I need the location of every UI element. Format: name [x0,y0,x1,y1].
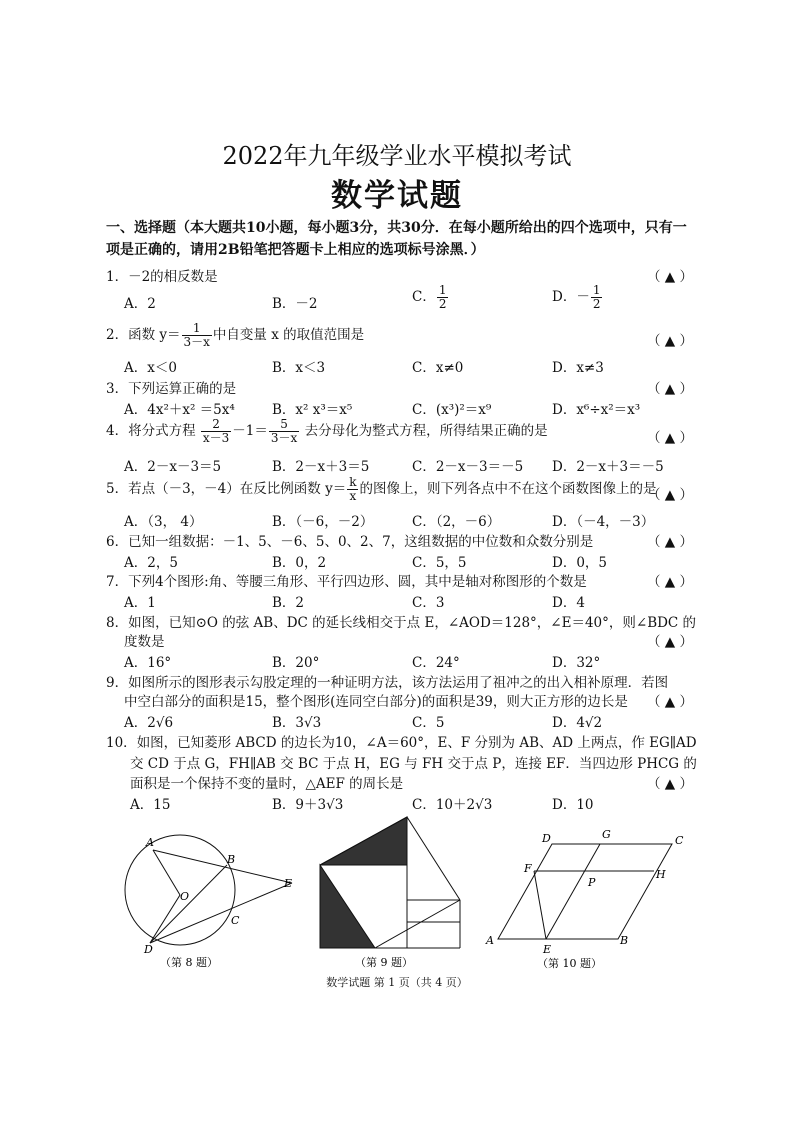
q10-option-d: D．10 [552,797,594,813]
q7-option-d: D．4 [552,595,585,611]
q4-option-b: B．2－x＋3＝5 [272,459,370,475]
segment-ef [534,871,546,939]
figure-8-circle-diagram [120,830,310,970]
segment-ao [153,850,180,895]
label-a: A [146,836,154,849]
q6-option-b: B．0，2 [272,555,327,571]
answer-mark: （ ▲ ） [647,430,693,446]
q1-option-a: A．2 [124,296,156,312]
q6-option-a: A．2，5 [124,555,178,571]
label-h: H [656,868,666,881]
answer-mark: （ ▲ ） [647,269,693,285]
label-p: P [588,876,596,889]
question-9-line1: 9．如图所示的图形表示勾股定理的一种证明方法，该方法运用了祖冲之的出入相补原理．若图 [106,675,669,691]
question-10-line1: 10．如图，已知菱形 ABCD 的边长为10，∠A＝60°，E、F 分别为 AB、AD 上两点，作 EG∥AD [106,735,697,751]
label-g: G [602,828,611,841]
q4-option-c: C．2－x－3＝－5 [412,459,524,475]
question-5: 5．若点（－3，－4）在反比例函数 y＝ $\frac{k}{x}$ 的图像上，则下列各点中不在这个函数图像上的是 [106,475,657,503]
question-6: 6．已知一组数据：－1、5、－6、5、0、2、7，这组数据的中位数和众数分别是 [106,534,594,550]
q7-option-a: A．1 [124,595,156,611]
q2-option-d: D．x≠3 [552,360,604,376]
question-2: 2．函数 y＝ $\frac{1}{3-x}$ 中自变量 x 的取值范围是 [106,321,365,349]
label-e: E [543,943,552,956]
label-c: C [675,834,684,847]
section-instruction-line2: 项是正确的，请用2B铅笔把答题卡上相应的选项标号涂黑．） [106,242,485,258]
label-f: F [524,862,532,875]
q8-option-c: C．24° [412,655,460,671]
question-9-line2: 中空白部分的面积是15，整个图形(连同空白部分)的面积是39，则大正方形的边长是 [124,694,628,710]
q3-option-d: D．x⁶÷x²＝x³ [552,402,641,418]
q5-option-c: C．（2，－6） [412,514,501,530]
label-a: A [486,934,494,947]
answer-mark: （ ▲ ） [647,534,693,550]
answer-mark: （ ▲ ） [647,381,693,397]
label-e: E [284,877,293,890]
q1-option-d: D．－ $\frac{1}{2}$ [552,283,601,311]
figure-10-rhombus-diagram [482,826,702,974]
q8-option-b: B．20° [272,655,320,671]
answer-mark: （ ▲ ） [647,634,693,650]
label-d: D [144,943,153,956]
q2-option-a: A．x＜0 [124,360,177,376]
segment-od [150,895,180,943]
figure-9-pythagorean-diagram [315,812,465,972]
figure-9-caption: （第 9 题） [355,956,413,969]
subject-title: 数学试题 [331,178,463,214]
question-8-line1: 8．如图，已知⊙O 的弦 AB、DC 的延长线相交于点 E，∠AOD＝128°，∠E＝40°，则∠BDC 的 [106,615,697,631]
label-c: C [231,914,240,927]
shaded-left-triangle [320,865,375,948]
line-diagonal [375,900,460,948]
segment-db [150,865,227,943]
q6-option-d: D．0，5 [552,555,608,571]
q9-option-b: B．3√3 [272,715,322,731]
line-de [150,883,292,943]
question-1: 1．－2的相反数是 [106,269,218,285]
q1-option-c: C． $\frac{1}{2}$ [412,283,447,311]
figure-10-caption: （第 10 题） [537,957,602,970]
question-7: 7．下列4个图形:角、等腰三角形、平行四边形、圆，其中是轴对称图形的个数是 [106,574,587,590]
q8-option-d: D．32° [552,655,601,671]
label-b: B [227,853,236,866]
q3-option-c: C．(x³)²＝x⁹ [412,402,492,418]
q1-option-b: B．－2 [272,296,318,312]
question-3: 3．下列运算正确的是 [106,381,237,397]
q5-option-d: D．（－4，－3） [552,514,655,530]
label-o: O [180,890,190,903]
rhombus-abcd [498,844,672,939]
q5-option-b: B．（－6，－2） [272,514,374,530]
q7-option-b: B．2 [272,595,305,611]
q5-option-a: A．（3， 4） [124,514,203,530]
answer-mark: （ ▲ ） [647,487,693,503]
q9-option-d: D．4√2 [552,715,603,731]
q4-option-a: A．2－x－3＝5 [124,459,222,475]
question-4: 4．将分式方程 $\frac{2}{x-3}$ －1＝ $\frac{5}{3-x}$ 去分母化为整式方程，所得结果正确的是 [106,417,548,445]
page-footer: 数学试题 第 1 页（共 4 页） [326,976,468,989]
q9-option-a: A．2√6 [124,715,174,731]
label-d: D [542,832,551,845]
exam-title: 2022年九年级学业水平模拟考试 [222,142,572,170]
answer-mark: （ ▲ ） [647,694,693,710]
q10-option-c: C．10＋2√3 [412,797,493,813]
q10-option-a: A．15 [130,797,171,813]
question-8-line2: 度数是 [124,634,165,650]
q2-option-c: C．x≠0 [412,360,464,376]
q3-option-b: B．x² x³＝x⁵ [272,402,353,418]
q2-option-b: B．x＜3 [272,360,326,376]
question-10-line3: 面积是一个保持不变的量时，△AEF 的周长是 [130,776,404,792]
answer-mark: （ ▲ ） [647,776,693,792]
segment-eg [546,844,600,939]
question-10-line2: 交 CD 于点 G，FH∥AB 交 BC 于点 H，EG 与 FH 交于点 P，连接 EF．当四边形 PHCG 的 [130,756,697,772]
q9-option-c: C．5 [412,715,445,731]
q10-option-b: B．9＋3√3 [272,797,344,813]
q8-option-a: A．16° [124,655,172,671]
section-instruction-line1: 一、选择题（本大题共10小题，每小题3分，共30分．在每小题所给出的四个选项中，只有一 [106,220,687,236]
q3-option-a: A．4x²＋x² ＝5x⁴ [124,402,235,418]
answer-mark: （ ▲ ） [647,574,693,590]
answer-mark: （ ▲ ） [647,333,693,349]
line-hyp-right [407,817,460,900]
q6-option-c: C．5，5 [412,555,467,571]
q7-option-c: C．3 [412,595,445,611]
label-b: B [620,934,629,947]
q4-option-d: D．2－x＋3＝－5 [552,459,664,475]
figure-8-caption: （第 8 题） [160,956,218,969]
